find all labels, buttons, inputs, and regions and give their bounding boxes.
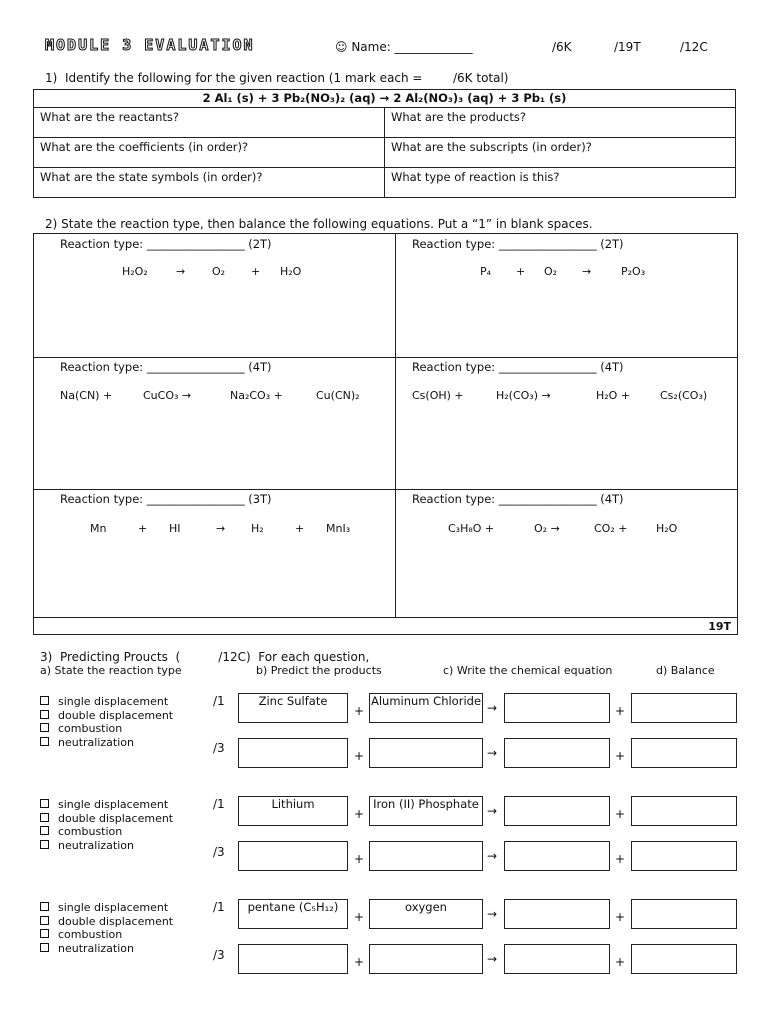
term: O₂ → bbox=[534, 522, 560, 535]
equation-box[interactable] bbox=[369, 841, 483, 871]
term: CuCO₃ → bbox=[143, 389, 192, 402]
plus-sign: + bbox=[354, 955, 365, 969]
term: Mn bbox=[90, 522, 107, 535]
term: H₂(CO₃) → bbox=[496, 389, 551, 402]
reaction-type-options bbox=[40, 798, 173, 852]
plus-sign: + bbox=[354, 852, 365, 866]
equation-box[interactable] bbox=[238, 841, 348, 871]
divider bbox=[34, 489, 737, 490]
term: Cs(OH) + bbox=[412, 389, 464, 402]
option-single-displacement[interactable]: single displacement bbox=[40, 798, 173, 812]
q3-step-b: b) Predict the products bbox=[256, 664, 382, 677]
arrow-icon: → bbox=[487, 701, 498, 715]
product-1-box[interactable] bbox=[504, 899, 610, 929]
reactant-2-box: oxygen bbox=[369, 899, 483, 929]
score-t: /19T bbox=[614, 40, 641, 54]
q3-step-a: a) State the reaction type bbox=[40, 664, 182, 677]
page-title: MODULE 3 EVALUATION bbox=[45, 36, 255, 54]
checkbox-icon[interactable] bbox=[40, 826, 49, 835]
q2-total: 19T bbox=[708, 620, 731, 633]
checkbox-icon[interactable] bbox=[40, 813, 49, 822]
term: C₃H₈O + bbox=[448, 522, 495, 535]
product-1-box[interactable] bbox=[504, 796, 610, 826]
q1-subscripts[interactable]: What are the subscripts (in order)? bbox=[385, 138, 736, 168]
term: Na₂CO₃ + bbox=[230, 389, 283, 402]
option-combustion[interactable]: combustion bbox=[40, 825, 173, 839]
term: + bbox=[516, 265, 526, 278]
term: MnI₃ bbox=[326, 522, 351, 535]
plus-sign: + bbox=[615, 807, 626, 821]
term: P₄ bbox=[480, 265, 492, 278]
equation-box[interactable] bbox=[504, 841, 610, 871]
reaction-type-label[interactable]: Reaction type: _________________ (2T) bbox=[60, 237, 272, 251]
term: + bbox=[295, 522, 305, 535]
option-neutralization[interactable]: neutralization bbox=[40, 736, 173, 750]
arrow-icon: → bbox=[487, 849, 498, 863]
q2-prompt: 2) State the reaction type, then balance the following equations. Put a “1” in blank spaces. bbox=[45, 217, 593, 231]
term: CO₂ + bbox=[594, 522, 628, 535]
arrow-icon: → bbox=[487, 746, 498, 760]
plus-sign: + bbox=[615, 749, 626, 763]
reactant-2-box: Aluminum Chloride bbox=[369, 693, 483, 723]
checkbox-icon[interactable] bbox=[40, 696, 49, 705]
checkbox-icon[interactable] bbox=[40, 929, 49, 938]
equation-box[interactable] bbox=[631, 944, 737, 974]
term: O₂ bbox=[212, 265, 226, 278]
option-neutralization[interactable]: neutralization bbox=[40, 942, 173, 956]
plus-sign: + bbox=[354, 749, 365, 763]
arrow-icon: → bbox=[487, 907, 498, 921]
option-double-displacement[interactable]: double displacement bbox=[40, 915, 173, 929]
option-double-displacement[interactable]: double displacement bbox=[40, 709, 173, 723]
divider bbox=[395, 234, 396, 617]
term: Cu(CN)₂ bbox=[316, 389, 360, 402]
plus-sign: + bbox=[615, 955, 626, 969]
q3-step-c: c) Write the chemical equation bbox=[443, 664, 613, 677]
divider bbox=[34, 357, 737, 358]
q1-prompt: 1) Identify the following for the given reaction (1 mark each = /6K total) bbox=[45, 71, 509, 85]
plus-sign: + bbox=[615, 852, 626, 866]
equation-box[interactable] bbox=[631, 738, 737, 768]
checkbox-icon[interactable] bbox=[40, 710, 49, 719]
product-1-box[interactable] bbox=[504, 693, 610, 723]
checkbox-icon[interactable] bbox=[40, 737, 49, 746]
product-2-box[interactable] bbox=[631, 796, 737, 826]
divider bbox=[34, 617, 737, 618]
equation-box[interactable] bbox=[504, 738, 610, 768]
term: + bbox=[251, 265, 261, 278]
term: O₂ bbox=[544, 265, 558, 278]
q3-prompt: 3) Predicting Proucts ( /12C) For each question, bbox=[40, 650, 370, 664]
reaction-type-options bbox=[40, 695, 173, 749]
mark-1: /1 bbox=[213, 797, 225, 811]
reaction-type-label[interactable]: Reaction type: _________________ (3T) bbox=[60, 492, 272, 506]
plus-sign: + bbox=[615, 704, 626, 718]
checkbox-icon[interactable] bbox=[40, 916, 49, 925]
checkbox-icon[interactable] bbox=[40, 799, 49, 808]
reactant-2-box: Iron (II) Phosphate bbox=[369, 796, 483, 826]
term: H₂O + bbox=[596, 389, 631, 402]
checkbox-icon[interactable] bbox=[40, 943, 49, 952]
q3-step-d: d) Balance bbox=[656, 664, 715, 677]
plus-sign: + bbox=[354, 807, 365, 821]
q1-coefficients[interactable]: What are the coefficients (in order)? bbox=[34, 138, 385, 168]
term: H₂O bbox=[280, 265, 302, 278]
term: HI bbox=[169, 522, 181, 535]
term: + bbox=[138, 522, 148, 535]
reactant-1-box: pentane (C₅H₁₂) bbox=[238, 899, 348, 929]
term: Cs₂(CO₃) bbox=[660, 389, 708, 402]
plus-sign: + bbox=[354, 704, 365, 718]
option-neutralization[interactable]: neutralization bbox=[40, 839, 173, 853]
checkbox-icon[interactable] bbox=[40, 840, 49, 849]
reaction-type-label[interactable]: Reaction type: _________________ (2T) bbox=[412, 237, 624, 251]
checkbox-icon[interactable] bbox=[40, 902, 49, 911]
mark-1: /1 bbox=[213, 694, 225, 708]
option-single-displacement[interactable]: single displacement bbox=[40, 901, 173, 915]
term: H₂O bbox=[656, 522, 678, 535]
score-k: /6K bbox=[552, 40, 572, 54]
term: P₂O₃ bbox=[621, 265, 646, 278]
q1-state-symbols[interactable]: What are the state symbols (in order)? bbox=[34, 168, 385, 198]
equation-box[interactable] bbox=[369, 944, 483, 974]
term: Na(CN) + bbox=[60, 389, 113, 402]
product-2-box[interactable] bbox=[631, 899, 737, 929]
mark-1: /1 bbox=[213, 900, 225, 914]
option-single-displacement[interactable]: single displacement bbox=[40, 695, 173, 709]
equation-box[interactable] bbox=[631, 841, 737, 871]
term: → bbox=[176, 265, 186, 278]
name-label[interactable]: ☺ Name: _____________ bbox=[335, 40, 473, 54]
q2-grid bbox=[33, 233, 738, 635]
q1-equation: 2 Al₁ (s) + 3 Pb₂(NO₃)₂ (aq) → 2 Al₂(NO₃)₃ (aq) + 3 Pb₁ (s) bbox=[34, 90, 736, 108]
term: → bbox=[582, 265, 592, 278]
option-combustion[interactable]: combustion bbox=[40, 928, 173, 942]
mark-3: /3 bbox=[213, 845, 225, 859]
score-c: /12C bbox=[680, 40, 708, 54]
checkbox-icon[interactable] bbox=[40, 723, 49, 732]
equation-box[interactable] bbox=[238, 944, 348, 974]
equation-box[interactable] bbox=[504, 944, 610, 974]
term: H₂ bbox=[251, 522, 264, 535]
q1-reactants[interactable]: What are the reactants? bbox=[34, 108, 385, 138]
product-2-box[interactable] bbox=[631, 693, 737, 723]
q1-products[interactable]: What are the products? bbox=[385, 108, 736, 138]
plus-sign: + bbox=[354, 910, 365, 924]
reactant-1-box: Zinc Sulfate bbox=[238, 693, 348, 723]
term: → bbox=[216, 522, 226, 535]
equation-box[interactable] bbox=[369, 738, 483, 768]
plus-sign: + bbox=[615, 910, 626, 924]
option-combustion[interactable]: combustion bbox=[40, 722, 173, 736]
q1-reaction-type[interactable]: What type of reaction is this? bbox=[385, 168, 736, 198]
arrow-icon: → bbox=[487, 804, 498, 818]
reaction-type-label[interactable]: Reaction type: _________________ (4T) bbox=[60, 360, 272, 374]
reaction-type-label[interactable]: Reaction type: _________________ (4T) bbox=[412, 360, 624, 374]
reaction-type-label[interactable]: Reaction type: _________________ (4T) bbox=[412, 492, 624, 506]
mark-3: /3 bbox=[213, 741, 225, 755]
mark-3: /3 bbox=[213, 948, 225, 962]
reactant-1-box: Lithium bbox=[238, 796, 348, 826]
term: H₂O₂ bbox=[122, 265, 148, 278]
option-double-displacement[interactable]: double displacement bbox=[40, 812, 173, 826]
reaction-type-options bbox=[40, 901, 173, 955]
q1-table bbox=[33, 89, 736, 198]
equation-box[interactable] bbox=[238, 738, 348, 768]
arrow-icon: → bbox=[487, 952, 498, 966]
